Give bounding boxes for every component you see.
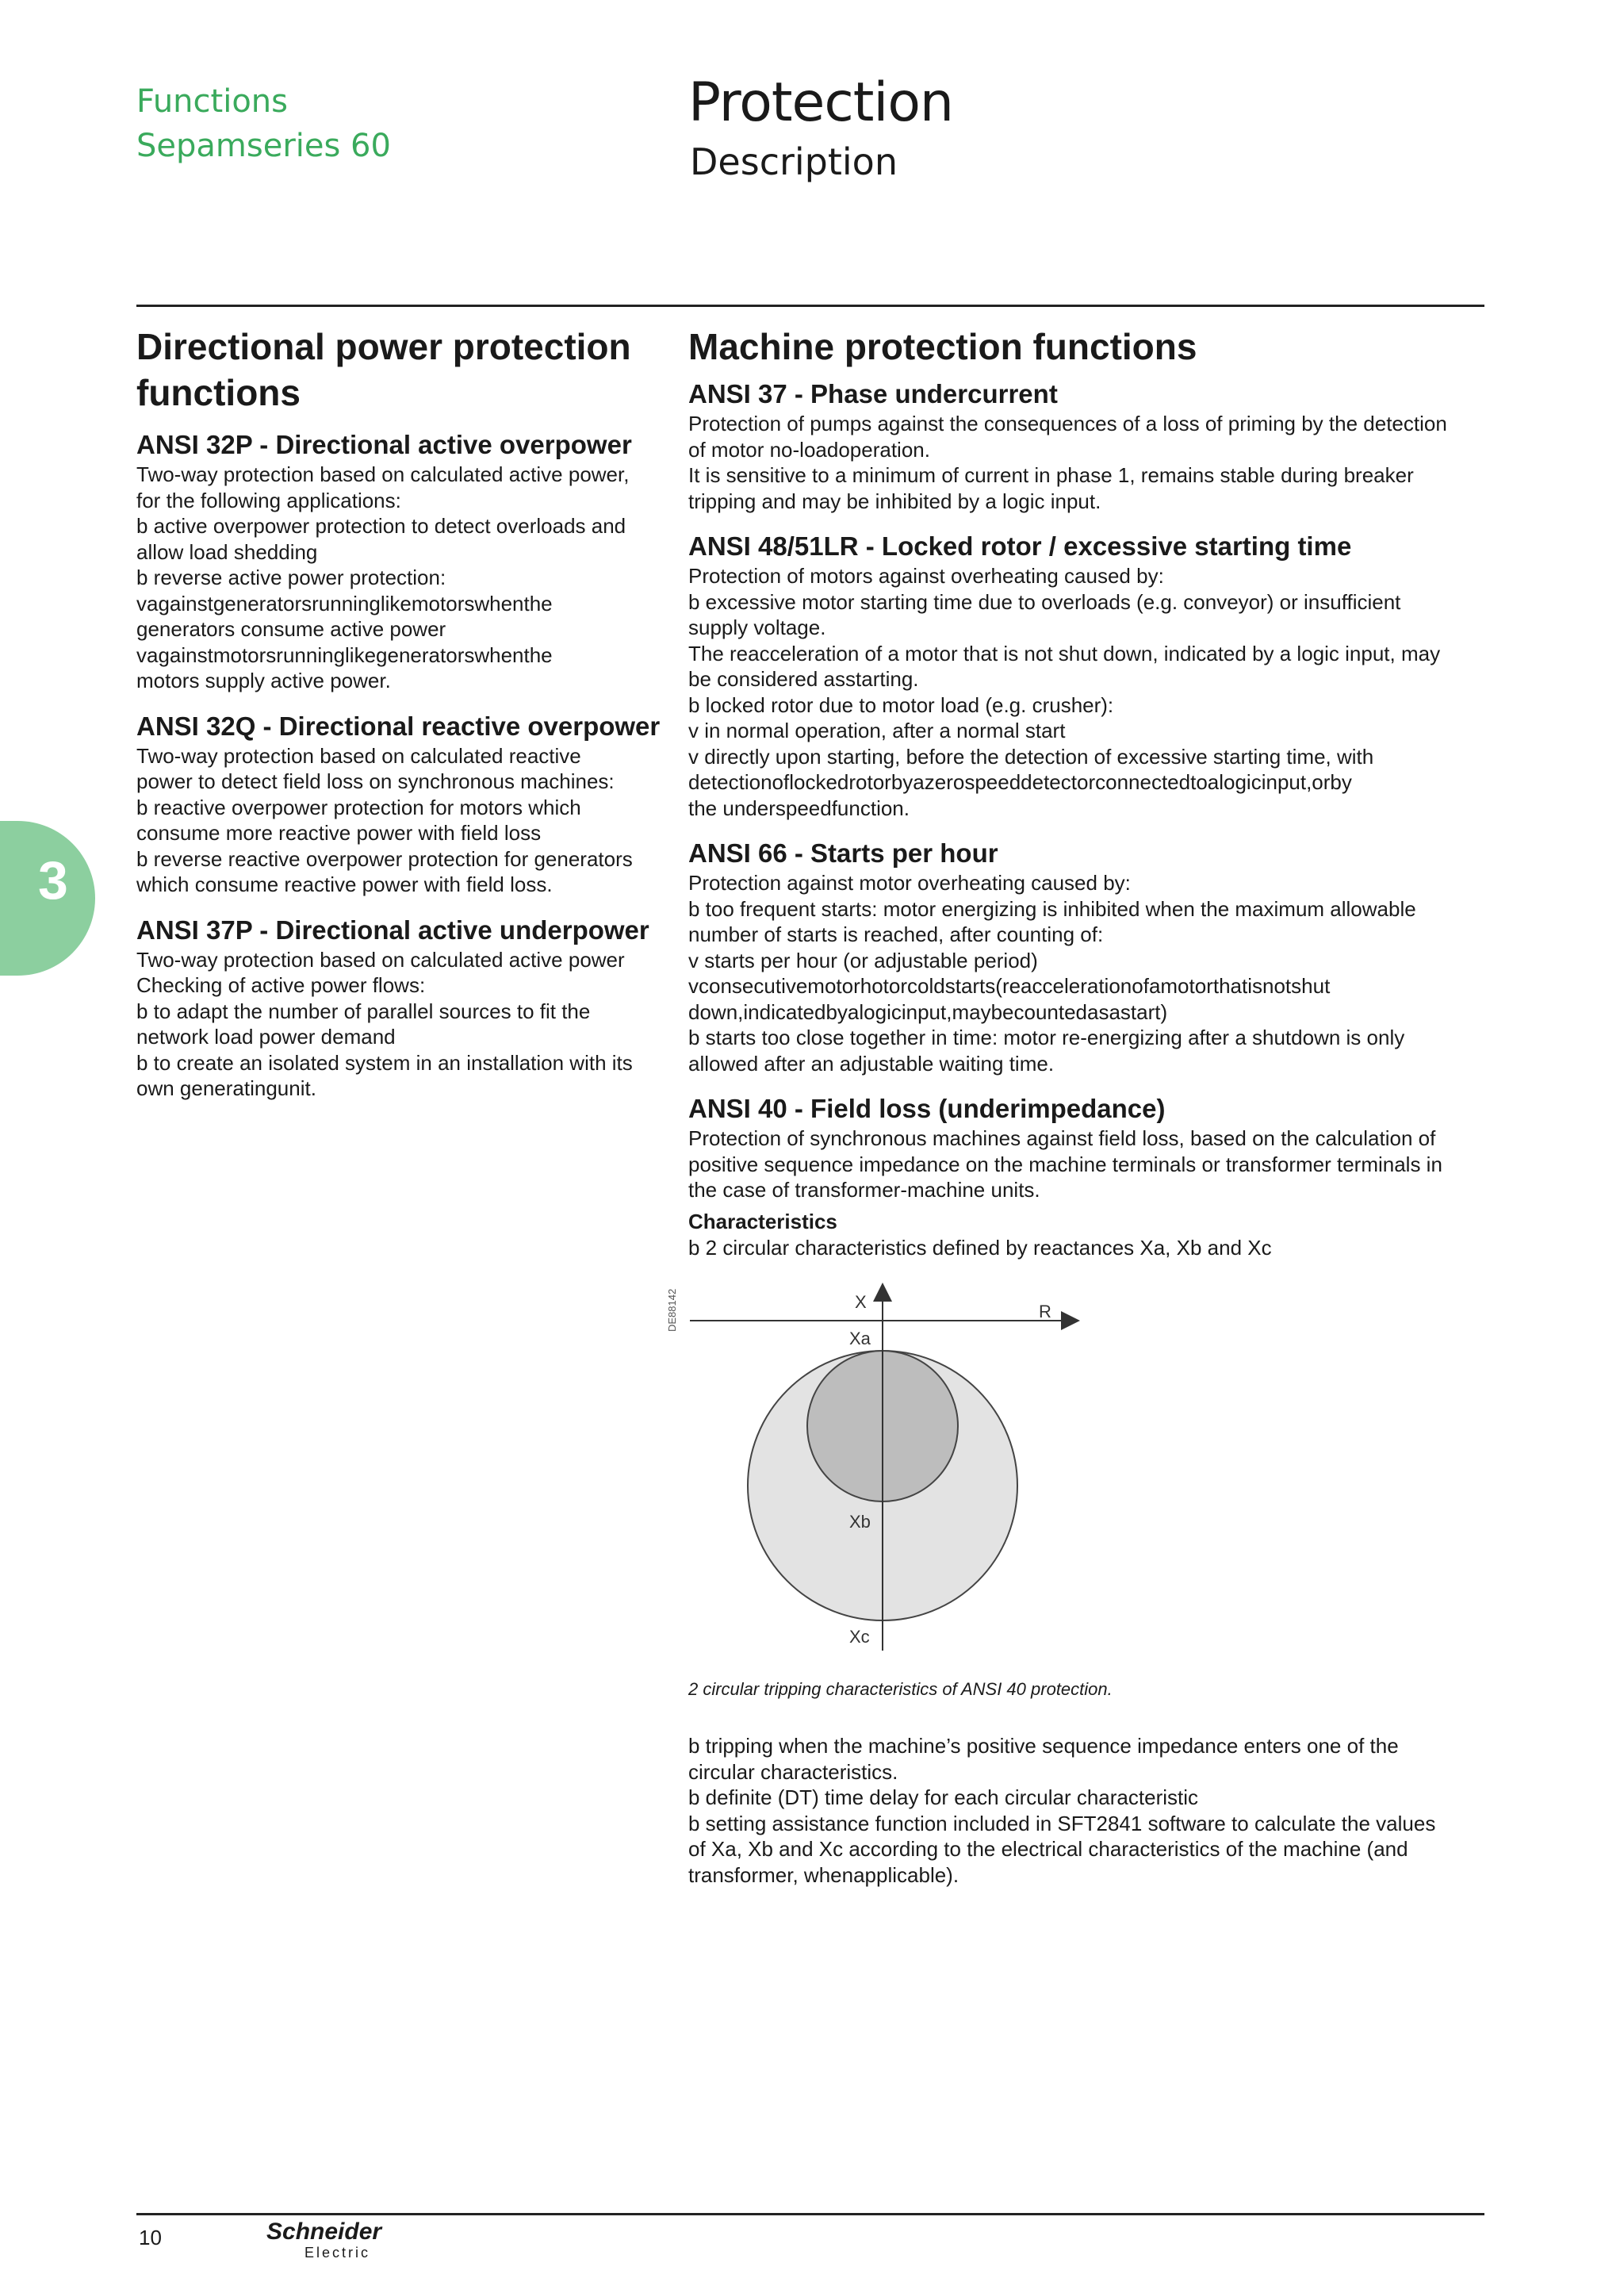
section-text-line: be considered asstarting. [688,667,919,691]
section-text-line: vconsecutivemotorhotorcoldstarts(reaccelerationofamotorthatisnotshut [688,974,1331,998]
section-text-line: for the following applications: [136,488,401,512]
section-text-line: Protection against motor overheating caused by: [688,871,1131,895]
right-sections [688,379,1481,1203]
page-title: Protection [688,71,954,134]
section-text-line: Two-way protection based on calculated active power, [136,462,630,486]
section-title: ANSI 37P - Directional active underpower [136,915,649,945]
section-label-line2: Sepamseries 60 [136,128,391,164]
page-number: 10 [139,2226,162,2249]
section-text-line: network load power demand [136,1025,396,1049]
x-axis-label: X [855,1292,867,1312]
section-text-line: allow load shedding [136,539,318,564]
right-heading: Machine protection functions [688,326,1197,367]
section-text-line: consume more reactive power with field loss [136,821,542,845]
section-text-line: v directly upon starting, before the detection of excessive starting time, with [688,744,1374,769]
chapter-number: 3 [38,850,68,911]
after-figure-line: transformer, whenapplicable). [688,1862,959,1887]
section-text-line: Two-way protection based on calculated active power [136,947,625,972]
section-title: ANSI 32P - Directional active overpower [136,430,632,459]
xc-label: Xc [849,1627,870,1647]
section-text-line: b reverse reactive overpower protection for generators [136,846,633,871]
section-title: ANSI 40 - Field loss (underimpedance) [688,1094,1166,1123]
section-text-line: vagainstmotorsrunninglikegeneratorswhenthe [136,642,553,667]
section-text-line: power to detect field loss on synchronous machines: [136,769,615,793]
section-text-line: Protection of motors against overheating caused by: [688,564,1164,588]
section-text-line: which consume reactive power with field loss. [136,872,553,896]
right-column [666,324,1481,1888]
section-text-line: b reactive overpower protection for motors which [136,795,581,819]
section-text-line: generators consume active power [136,617,446,641]
section-text-line: b reverse active power protection: [136,566,446,589]
section-text-line: down,indicatedbyalogicinput,maybecountedasastart) [688,999,1168,1024]
section-text-line: v in normal operation, after a normal start [688,719,1066,742]
section-text-line: number of starts is reached, after counting of: [688,922,1104,946]
left-heading: Directional power protection functions [136,326,631,413]
section-title: ANSI 48/51LR - Locked rotor / excessive starting time [688,531,1352,561]
section-title: ANSI 66 - Starts per hour [688,838,998,868]
after-figure-line: of Xa, Xb and Xc according to the electrical characteristics of the machine (and [688,1837,1408,1861]
section-text-line: b locked rotor due to motor load (e.g. crusher): [688,692,1114,717]
after-figure-line: circular characteristics. [688,1759,898,1784]
chapter-tab [0,821,95,976]
section-text-line: b to adapt the number of parallel sources to fit the [136,999,591,1023]
section-text-line: b active overpower protection to detect overloads and [136,514,626,538]
figure-caption: 2 circular tripping characteristics of ANSI 40 protection. [688,1679,1113,1699]
section-title: ANSI 37 - Phase undercurrent [688,379,1058,408]
r-axis-label: R [1039,1302,1051,1321]
section-text-line: of motor no-loadoperation. [688,437,930,462]
section-text-line: Protection of pumps against the consequences of a loss of priming by the detection [688,412,1447,435]
section-text-line: the case of transformer-machine units. [688,1178,1040,1202]
section-text-line: b to create an isolated system in an installation with its [136,1050,633,1075]
after-figure-line: b tripping when the machine’s positive sequence impedance enters one of the [688,1734,1399,1758]
schneider-logo [266,2219,381,2261]
header-divider [136,305,1484,307]
section-text-line: tripping and may be inhibited by a logic input. [688,489,1101,513]
after-figure-line: b setting assistance function included in SFT2841 software to calculate the values [688,1811,1436,1835]
section-label-line1: Functions [136,83,288,120]
figure-code: DE88142 [666,1288,678,1332]
section-text-line: own generatingunit. [136,1076,316,1100]
section-text-line: It is sensitive to a minimum of current in phase 1, remains stable during breaker [688,463,1414,487]
characteristics-line: b 2 circular characteristics defined by reactances Xa, Xb and Xc [688,1235,1272,1260]
field-loss-diagram [666,1278,1132,1674]
section-text-line: supply voltage. [688,616,826,639]
section-text-line: detectionoflockedrotorbyazerospeeddetectorconnectedtoalogicinput,orby [688,770,1352,794]
section-text-line: b excessive motor starting time due to overloads (e.g. conveyor) or insufficient [688,589,1401,614]
footer-divider [136,2213,1484,2215]
section-text-line: positive sequence impedance on the machine terminals or transformer terminals in [688,1152,1442,1176]
section-text-line: Two-way protection based on calculated reactive [136,743,581,768]
left-sections [136,430,664,1102]
after-figure-text [688,1733,1481,1888]
section-text-line: b too frequent starts: motor energizing is inhibited when the maximum allowable [688,896,1416,921]
section-text-line: Protection of synchronous machines against field loss, based on the calculation of [688,1126,1436,1150]
section-text-line: allowed after an adjustable waiting time. [688,1051,1055,1076]
section-text-line: b starts too close together in time: motor re-energizing after a shutdown is only [688,1026,1405,1049]
logo-line2: Electric [304,2245,371,2261]
section-text-line: Checking of active power flows: [136,973,426,997]
field-loss-figure [666,1278,1132,1674]
section-label [136,79,391,168]
after-figure-line: b definite (DT) time delay for each circular characteristic [688,1785,1199,1809]
characteristics-title: Characteristics [688,1209,837,1233]
section-text-line: v starts per hour (or adjustable period) [688,948,1038,972]
section-title: ANSI 32Q - Directional reactive overpower [136,711,661,741]
section-text-line: The reacceleration of a motor that is not shut down, indicated by a logic input, may [688,641,1441,665]
xa-label: Xa [849,1329,871,1348]
left-column [136,324,664,1102]
xb-label: Xb [849,1512,871,1532]
section-text-line: motors supply active power. [136,669,391,692]
logo-line1: Schneider [266,2219,382,2245]
section-text-line: vagainstgeneratorsrunninglikemotorswhenthe [136,591,553,616]
section-text-line: the underspeedfunction. [688,796,910,820]
page-subtitle: Description [690,140,898,183]
